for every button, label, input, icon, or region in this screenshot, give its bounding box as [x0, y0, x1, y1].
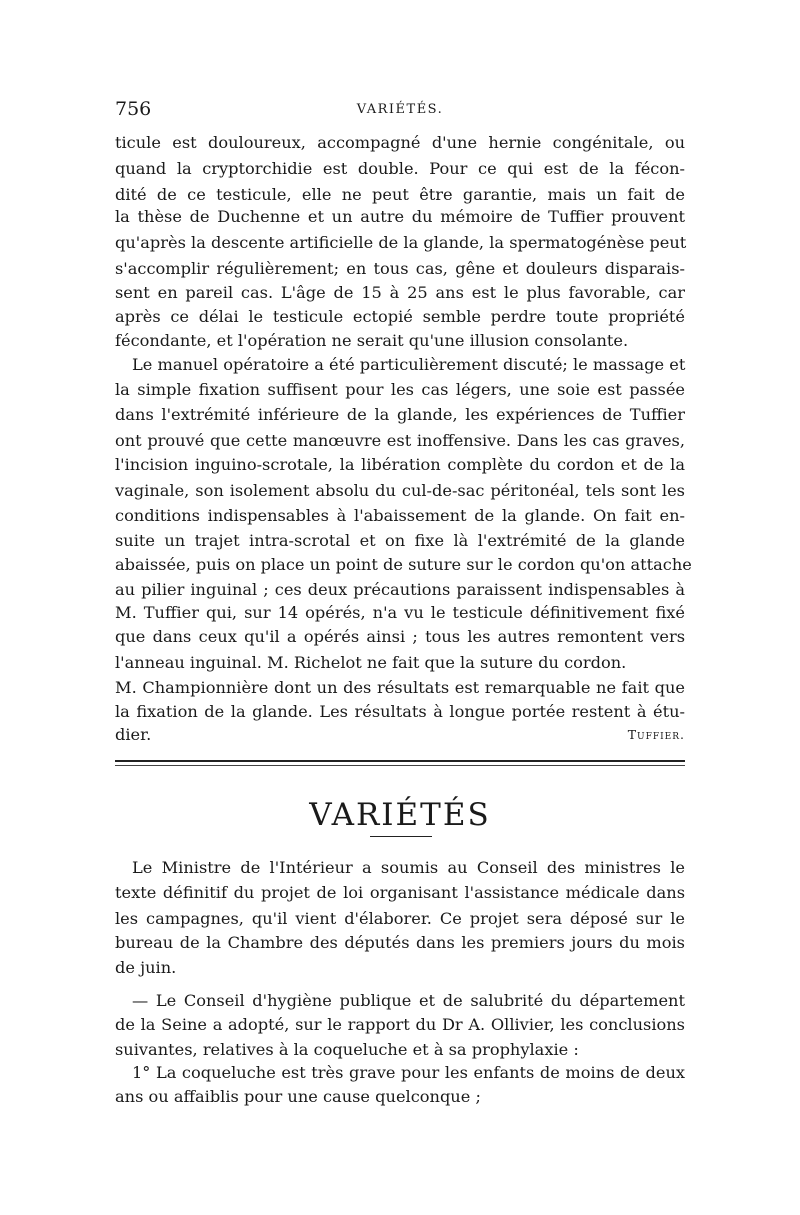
text-line: suivantes, relatives à la coqueluche et à sa prophylaxie :: [115, 1040, 579, 1059]
page-header: [115, 98, 685, 124]
text-line: ont prouvé que cette manœuvre est inoffensive. Dans les cas graves,: [115, 431, 685, 450]
text-line: Le Ministre de l'Intérieur a soumis au Conseil des ministres le: [132, 858, 685, 877]
text-line: l'incision inguino-scrotale, la libération complète du cordon et de la: [115, 455, 685, 474]
text-line: s'accomplir régulièrement; en tous cas, gêne et douleurs disparais-: [115, 259, 685, 278]
separator-rule-thin: [115, 765, 685, 766]
text-line: la simple fixation suffisent pour les cas légers, une soie est passée: [115, 380, 685, 399]
text-line: abaissée, puis on place un point de suture sur le cordon qu'on attache: [115, 555, 692, 574]
page-number: 756: [115, 98, 152, 120]
text-line: fécondante, et l'opération ne serait qu'une illusion consolante.: [115, 331, 629, 350]
text-line: après ce délai le testicule ectopié semble perdre toute propriété: [115, 307, 685, 326]
text-line: de juin.: [115, 958, 177, 977]
text-line: sent en pareil cas. L'âge de 15 à 25 ans est le plus favorable, car: [115, 283, 685, 302]
text-line: dans l'extrémité inférieure de la glande, les expériences de Tuffier: [115, 405, 685, 424]
text-line: ans ou affaiblis pour une cause quelconque ;: [115, 1087, 481, 1106]
text-line: conditions indispensables à l'abaissement de la glande. On fait en-: [115, 506, 685, 525]
text-line: que dans ceux qu'il a opérés ainsi ; tous les autres remontent vers: [115, 627, 685, 646]
text-line: dité de ce testicule, elle ne peut être garantie, mais un fait de: [115, 185, 685, 204]
text-line: la fixation de la glande. Les résultats à longue portée restent à étu-: [115, 702, 685, 721]
text-line: de la Seine a adopté, sur le rapport du Dr A. Ollivier, les conclusions: [115, 1015, 685, 1034]
text-line: — Le Conseil d'hygiène publique et de salubrité du département: [132, 991, 685, 1010]
text-line: au pilier inguinal ; ces deux précautions paraissent indispensables à: [115, 580, 685, 599]
text-line: bureau de la Chambre des députés dans les premiers jours du mois: [115, 933, 685, 952]
text-line: texte définitif du projet de loi organisant l'assistance médicale dans: [115, 883, 685, 902]
text-line: M. Tuffier qui, sur 14 opérés, n'a vu le testicule définitivement fixé: [115, 603, 685, 622]
title-underline: [370, 836, 432, 837]
text-line: dier.: [115, 725, 152, 744]
text-line: l'anneau inguinal. M. Richelot ne fait que la suture du cordon.: [115, 653, 627, 672]
text-line: la thèse de Duchenne et un autre du mémoire de Tuffier prouvent: [115, 207, 685, 226]
author-signature: Tuffier.: [627, 727, 685, 742]
text-line: qu'après la descente artificielle de la glande, la spermatogénèse peut: [115, 233, 687, 252]
text-line: 1° La coqueluche est très grave pour les enfants de moins de deux: [132, 1063, 685, 1082]
text-line: quand la cryptorchidie est double. Pour ce qui est de la fécon-: [115, 159, 685, 178]
text-line: les campagnes, qu'il vient d'élaborer. Ce projet sera déposé sur le: [115, 909, 685, 928]
text-line: M. Championnière dont un des résultats est remarquable ne fait que: [115, 678, 685, 697]
separator-rule-thick: [115, 760, 685, 762]
running-title: VARIÉTÉS.: [356, 102, 444, 117]
text-line: Le manuel opératoire a été particulièrement discuté; le massage et: [132, 355, 686, 374]
text-line: vaginale, son isolement absolu du cul-de-sac péritonéal, tels sont les: [115, 481, 685, 500]
text-line: suite un trajet intra-scrotal et on fixe là l'extrémité de la glande: [115, 531, 685, 550]
text-line: ticule est douloureux, accompagné d'une hernie congénitale, ou: [115, 133, 685, 152]
section-title: VARIÉTÉS: [309, 797, 491, 833]
